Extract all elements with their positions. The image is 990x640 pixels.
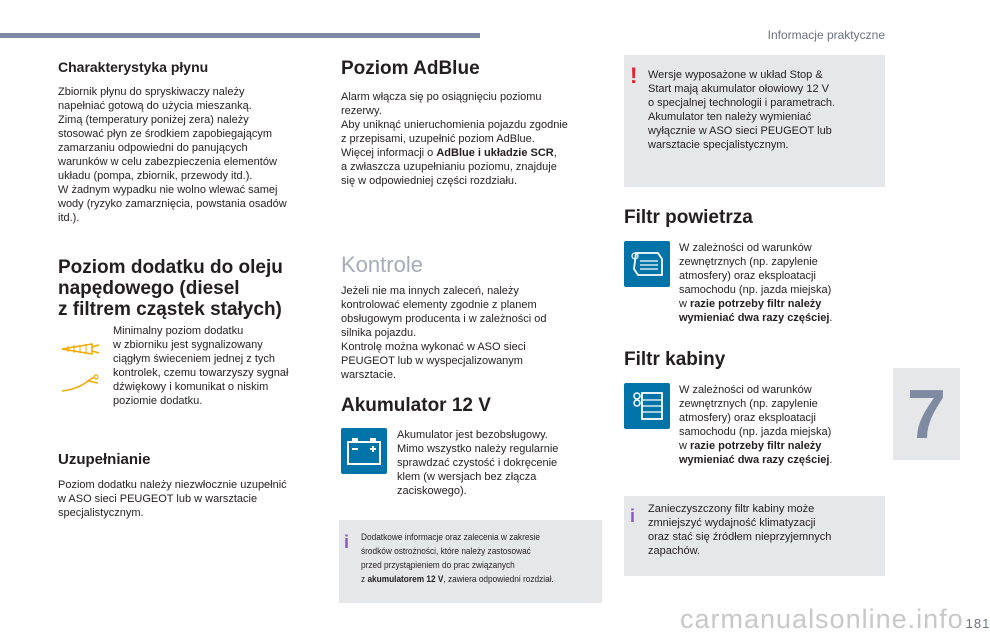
fluid-text: Zbiornik płynu do spryskiwaczy należy napełniać gotową do użycia mieszanką. Zimą (temperatury poniżej zera) należy stosować płyn ze środkiem zapobiegającym zamarzaniu odpowiedni do panujących warunków w celu zabezpieczenia elementów układu (pompa, zbiornik, przewody itd.). W żadnym wypadku nie wolno wlewać samej wody (ryzyko zamarznięcia, powstania osadów itd.). [58, 86, 287, 224]
battery-note-text: Dodatkowe informacje oraz zalecenia w zakresie środków ostrożności, które należy zastosować przed przystąpieniem do prac związanych z akumulatorem 12 V, zawiera odpowiedni rozdział. [361, 532, 554, 584]
watermark: carmanualsonline.info 181 [680, 604, 990, 634]
battery-heading: Akumulator 12 V [341, 395, 491, 416]
additive-heading-line-2: napędowego (diesel [58, 278, 240, 299]
info-icon: i [630, 506, 636, 526]
stopstart-warning-note [624, 55, 885, 187]
fuel-additive-warning-icon [58, 373, 102, 400]
additive-heading [58, 257, 323, 320]
cabin-filter-icon [624, 383, 670, 429]
refill-heading: Uzupełnianie [58, 451, 151, 468]
checks-text: Jeżeli nie ma innych zaleceń, należy kontrolować elementy zgodnie z planem obsługowym producenta i w zależności od silnika pojazdu. Kontrolę można wykonać w ASO sieci PEUGEOT lub w wyspecjalizowanym warsztacie. [341, 285, 547, 381]
stopstart-note-text: Wersje wyposażone w układ Stop & Start mają akumulator ołowiowy 12 V o specjalnej technologii i parametrach. Akumulator ten należy wymieniać wyłącznie w ASO sieci PEUGEOT lub warsztacie specjalistycznym. [648, 69, 836, 151]
cabin-filter-info-note [624, 496, 885, 576]
battery-info-note [339, 520, 602, 603]
chapter-tab [893, 368, 960, 460]
info-icon: i [344, 532, 350, 552]
air-filter-heading: Filtr powietrza [624, 207, 753, 228]
additive-text: Minimalny poziom dodatku w zbiorniku jest sygnalizowany ciągłym świeceniem jednej z tych kontrolek, czemu towarzyszy sygnał dźwiękowy i komunikat o niskim poziomie dodatku. [113, 325, 289, 407]
header-bar [0, 33, 480, 38]
cabin-note-text: Zanieczyszczony filtr kabiny może zmniejszyć wydajność klimatyzacji oraz stać się źródłem nieprzyjemnych zapachów. [648, 503, 832, 557]
battery-text: Akumulator jest bezobsługowy. Mimo wszystko należy regularnie sprawdzać czystość i dokręcenie klem (w wersjach bez złącza zaciskowego). [397, 429, 559, 497]
exclamation-icon: ! [630, 63, 638, 88]
fuel-additive-warning-icon [58, 338, 102, 365]
chapter-number: 7 [907, 375, 946, 453]
air-filter-text: W zależności od warunków zewnętrznych (np. zapylenie atmosfery) oraz eksploatacji samochodu (np. jazda miejska) w razie potrzeby filtr należy wymieniać dwa razy częściej. [679, 242, 833, 324]
air-filter-icon [624, 241, 670, 287]
section-title: Informacje praktyczne [767, 28, 885, 42]
adblue-heading: Poziom AdBlue [341, 58, 480, 79]
cabin-filter-heading: Filtr kabiny [624, 349, 726, 370]
fluid-heading: Charakterystyka płynu [58, 59, 209, 75]
battery-icon [341, 428, 387, 474]
additive-heading-line-3: z filtrem cząstek stałych) [58, 299, 282, 320]
additive-heading-line-1: Poziom dodatku do oleju [58, 257, 283, 278]
refill-text: Poziom dodatku należy niezwłocznie uzupełnić w ASO sieci PEUGEOT lub w warsztacie specjalistycznym. [58, 479, 287, 519]
checks-heading: Kontrole [341, 252, 423, 277]
cabin-filter-text: W zależności od warunków zewnętrznych (np. zapylenie atmosfery) oraz eksploatacji samochodu (np. jazda miejska) w razie potrzeby filtr należy wymieniać dwa razy częściej. [679, 384, 833, 466]
adblue-text: Alarm włącza się po osiągnięciu poziomu rezerwy. Aby uniknąć unieruchomienia pojazdu zgodnie z przepisami, uzupełnić poziom AdBlue. Więcej informacji o AdBlue i układzie SCR, a zwłaszcza uzupełnianiu poziomu, znajduje się w odpowiedniej części rozdziału. [341, 91, 568, 187]
